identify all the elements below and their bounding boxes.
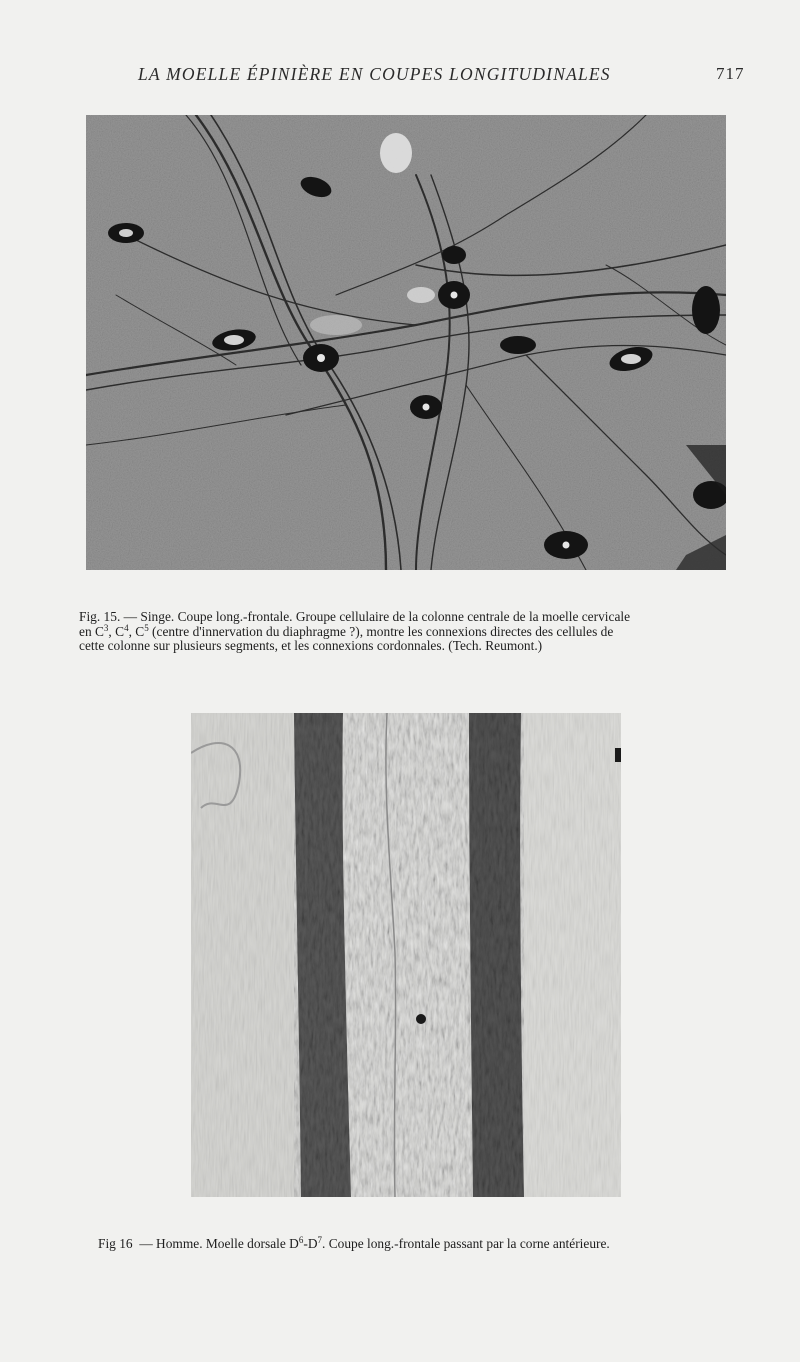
running-head: [0, 62, 800, 88]
superscript: 6: [298, 1235, 304, 1245]
caption-line: [98, 1237, 738, 1252]
caption-text: , C: [108, 623, 125, 639]
superscript: 4: [124, 622, 129, 633]
caption-text: — Singe. Coupe long.-frontale. Groupe cellulaire de la colonne centrale de la moelle cervicale: [123, 609, 631, 624]
superscript: 7: [317, 1235, 322, 1245]
caption-text: — Homme. Moelle dorsale D: [139, 1236, 299, 1251]
caption-text: (centre d'innervation du diaphragme ?), montre les connexions directes des cellules de: [148, 623, 614, 639]
caption-line: [79, 622, 747, 640]
caption-text: -D: [303, 1236, 318, 1251]
caption-line: cette colonne sur plusieurs segments, et les connexions cordonnales. (Tech. Reumont.): [79, 638, 543, 653]
page-number: 717: [716, 64, 745, 83]
figure-15-caption: [79, 610, 747, 654]
figure-label: Fig. 15.: [79, 609, 121, 624]
caption-text: , C: [128, 623, 145, 639]
caption-line: [79, 610, 747, 625]
figure-label: Fig 16: [98, 1236, 133, 1251]
superscript: 5: [144, 622, 149, 633]
caption-text: en C: [79, 623, 104, 639]
figure-16-image: [191, 713, 621, 1197]
running-title: LA MOELLE ÉPINIÈRE EN COUPES LONGITUDINALES: [138, 64, 611, 84]
caption-text: . Coupe long.-frontale passant par la corne antérieure.: [322, 1236, 610, 1251]
figure-15-micrograph: [86, 115, 726, 570]
superscript: 3: [103, 622, 109, 633]
figure-16-caption: [98, 1237, 738, 1252]
figure-16-micrograph: [191, 713, 621, 1197]
figure-15-image: [86, 115, 726, 570]
